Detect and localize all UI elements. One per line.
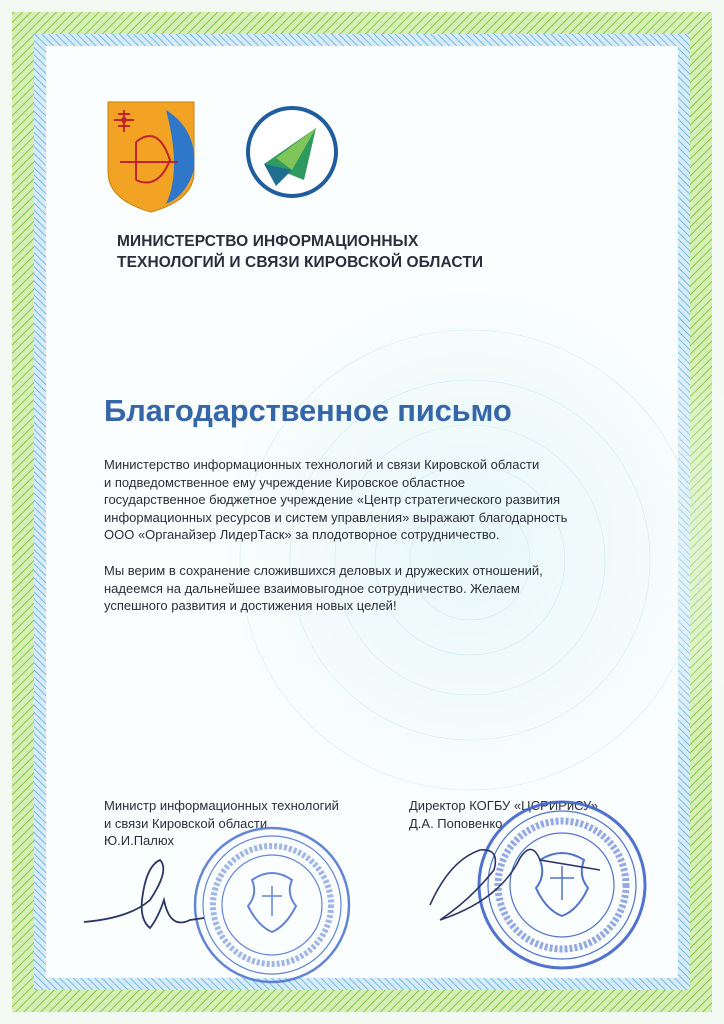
paragraph-line: и подведомственное ему учреждение Кировское областное xyxy=(104,474,466,490)
paragraph-line: государственное бюджетное учреждение «Центр стратегического развития xyxy=(104,492,561,508)
paragraph-line: успешного развития и достижения новых целей! xyxy=(104,598,397,614)
ministry-name-line2: ТЕХНОЛОГИЙ И СВЯЗИ КИРОВСКОЙ ОБЛАСТИ xyxy=(117,254,484,271)
ministry-name xyxy=(117,231,537,273)
signatory-left xyxy=(104,797,339,850)
paragraph-wishes xyxy=(104,562,543,615)
paragraph-line: ООО «Органайзер ЛидерТаск» за плодотворное сотрудничество. xyxy=(104,527,500,543)
signatory-right xyxy=(409,797,598,832)
kirov-coat-of-arms-icon xyxy=(108,102,194,212)
signatory-right-title: Директор КОГБУ «ЦСРИРиСУ» xyxy=(409,798,598,813)
paragraph-line: Мы верим в сохранение сложившихся деловых и дружеских отношений, xyxy=(104,563,543,578)
paragraph-gratitude xyxy=(104,456,567,544)
signatory-left-title2: и связи Кировской области xyxy=(104,815,268,831)
ministry-logo-icon xyxy=(248,108,336,196)
paragraph-line: Министерство информационных технологий и связи Кировской области xyxy=(104,457,540,472)
logo-row xyxy=(106,100,346,220)
ministry-name-line1: МИНИСТЕРСТВО ИНФОРМАЦИОННЫХ xyxy=(117,233,419,250)
signatory-left-name: Ю.И.Палюх xyxy=(104,833,174,849)
paragraph-line: надеемся на дальнейшее взаимовыгодное сотрудничество. Желаем xyxy=(104,580,520,596)
page-title: Благодарственное письмо xyxy=(104,393,512,428)
paragraph-line: информационных ресурсов и систем управления» выражают благодарность xyxy=(104,509,568,525)
signatory-left-title1: Министр информационных технологий xyxy=(104,798,339,813)
signatory-right-name: Д.А. Поповенко xyxy=(409,815,503,831)
